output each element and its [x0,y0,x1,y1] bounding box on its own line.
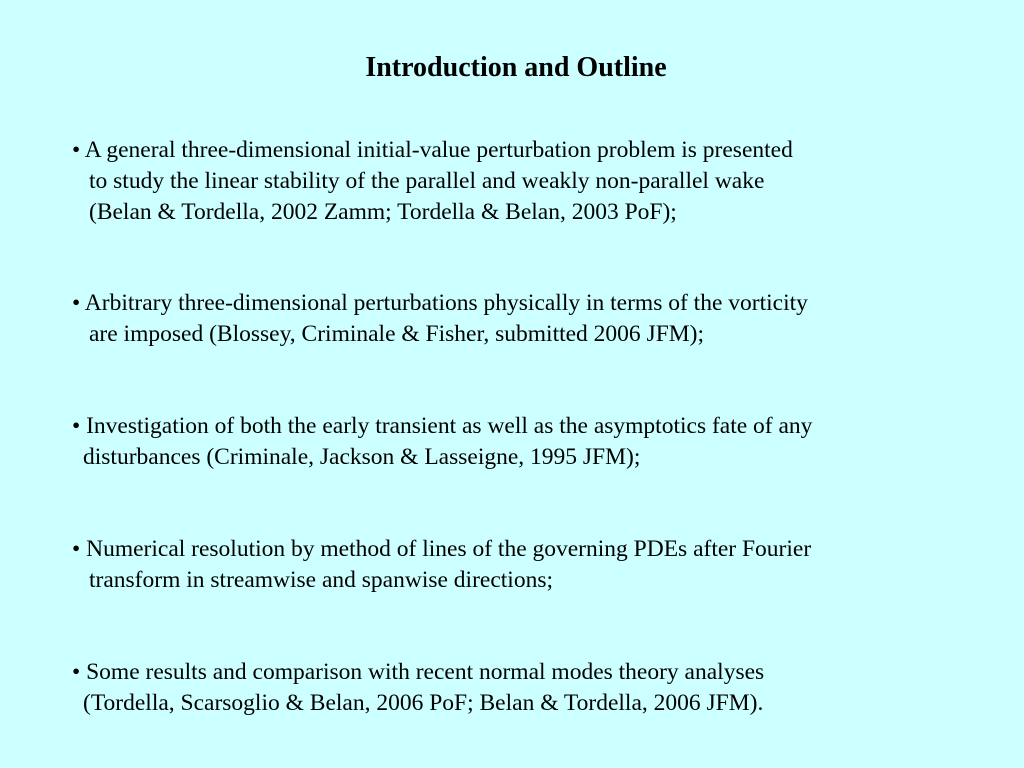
bullet-item-numerical-resolution [72,534,1002,596]
bullet-item-results [72,657,1002,719]
bullet-item-problem-statement [72,135,1002,228]
bullet-line: • Some results and comparison with recent normal modes theory analyses [72,659,765,685]
bullet-line: (Tordella, Scarsoglio & Belan, 2006 PoF; Belan & Tordella, 2006 JFM). [83,690,764,716]
bullet-line: disturbances (Criminale, Jackson & Lasseigne, 1995 JFM); [83,444,641,470]
slide-title: Introduction and Outline [365,52,667,83]
bullet-line: (Belan & Tordella, 2002 Zamm; Tordella & Belan, 2003 PoF); [89,199,677,225]
bullet-line: • Investigation of both the early transient as well as the asymptotics fate of any [72,413,813,439]
bullet-line: • Arbitrary three-dimensional perturbations physically in terms of the vorticity [72,290,808,316]
bullet-item-perturbations [72,288,1002,350]
bullet-line: transform in streamwise and spanwise directions; [89,567,554,593]
bullet-line: • Numerical resolution by method of lines of the governing PDEs after Fourier [72,536,812,562]
bullet-line: are imposed (Blossey, Criminale & Fisher, submitted 2006 JFM); [89,321,705,347]
bullet-line: to study the linear stability of the parallel and weakly non-parallel wake [89,168,765,194]
bullet-item-investigation [72,411,1002,473]
bullet-line: • A general three-dimensional initial-value perturbation problem is presented [72,137,793,163]
